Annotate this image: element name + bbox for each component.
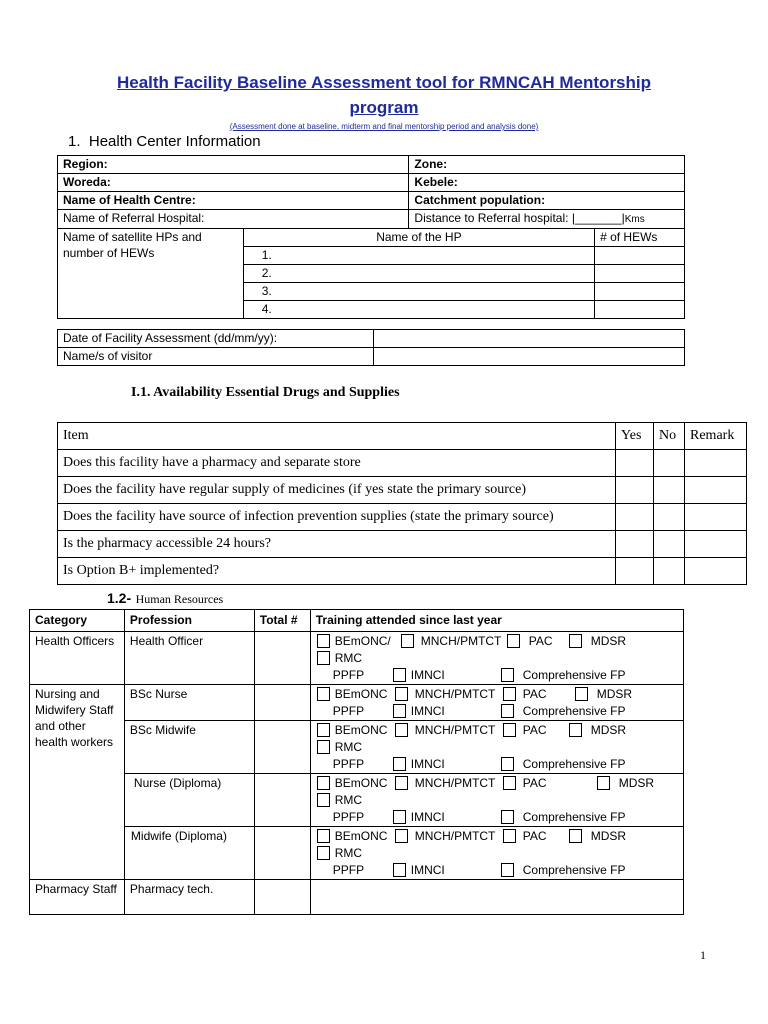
hews-cell-3 <box>595 283 685 301</box>
training-cell-bsc-midwife <box>310 721 683 774</box>
category-health-officers: Health Officers <box>30 632 125 685</box>
assessment-date-label: Date of Facility Assessment (dd/mm/yy): <box>58 330 374 348</box>
imnci-checkbox[interactable] <box>501 704 514 718</box>
drugs-supplies-table <box>57 422 747 585</box>
section12-heading <box>107 590 223 608</box>
no-cell <box>654 558 685 585</box>
hr-header-category: Category <box>30 610 125 632</box>
imnci-label: IMNCI <box>410 704 445 718</box>
referral-hospital-label: Name of Referral Hospital: <box>58 210 409 229</box>
imnci-checkbox[interactable] <box>501 810 514 824</box>
visitor-names-value <box>373 348 684 366</box>
training-cell-midwife-diploma <box>310 827 683 880</box>
visit-info-table <box>57 329 685 366</box>
bemonc-checkbox[interactable] <box>317 776 330 790</box>
rmc-checkbox[interactable] <box>317 793 330 807</box>
mnch-checkbox[interactable] <box>395 687 408 701</box>
imnci-checkbox[interactable] <box>501 757 514 771</box>
ppfp-checkbox[interactable] <box>393 757 406 771</box>
hews-cell-1 <box>595 247 685 265</box>
hp-row-1: 1. <box>243 247 594 265</box>
visitor-names-label: Name/s of visitor <box>58 348 374 366</box>
profession-bsc-nurse: BSc Nurse <box>124 685 254 721</box>
kebele-label: Kebele: <box>409 174 685 192</box>
hp-row-2: 2. <box>243 265 594 283</box>
region-label: Region: <box>58 156 409 174</box>
no-cell <box>654 504 685 531</box>
mdsr-label: MDSR <box>590 723 627 737</box>
mdsr-checkbox[interactable] <box>569 634 582 648</box>
human-resources-table <box>29 609 684 915</box>
rmc-label: RMC <box>334 793 363 807</box>
pac-checkbox[interactable] <box>507 634 520 648</box>
bemonc-checkbox[interactable] <box>317 723 330 737</box>
health-center-info-table <box>57 155 685 319</box>
bemonc-checkbox[interactable] <box>317 829 330 843</box>
hr-header-total: Total # <box>254 610 310 632</box>
ppfp-label: PPFP <box>332 863 365 877</box>
profession-health-officer: Health Officer <box>124 632 254 685</box>
no-cell <box>654 477 685 504</box>
drug-item-5: Is Option B+ implemented? <box>58 558 616 585</box>
mnch-label: MNCH/PMTCT <box>414 829 496 843</box>
ppfp-checkbox[interactable] <box>393 704 406 718</box>
total-cell <box>254 685 310 721</box>
remark-cell <box>685 531 747 558</box>
document-title-line2: program <box>349 98 419 117</box>
pac-label: PAC <box>522 776 547 790</box>
bemonc-label: BEmONC/ <box>334 634 391 648</box>
woreda-label: Woreda: <box>58 174 409 192</box>
profession-pharmacy-tech: Pharmacy tech. <box>124 880 254 915</box>
ppfp-label: PPFP <box>332 668 365 682</box>
yes-cell <box>616 531 654 558</box>
mnch-checkbox[interactable] <box>395 723 408 737</box>
rmc-checkbox[interactable] <box>317 846 330 860</box>
no-cell <box>654 531 685 558</box>
pac-label: PAC <box>522 829 547 843</box>
cfp-label: Comprehensive FP <box>522 757 626 771</box>
cfp-label: Comprehensive FP <box>522 810 626 824</box>
remark-cell <box>685 558 747 585</box>
satellite-hps-label: Name of satellite HPs and number of HEWs <box>58 229 244 319</box>
training-cell-health-officer <box>310 632 683 685</box>
category-nursing-midwifery: Nursing and Midwifery Staff and other health workers <box>30 685 125 880</box>
distance-unit: Kms <box>624 214 645 225</box>
distance-text: Distance to Referral hospital: |_______| <box>414 211 625 225</box>
rmc-label: RMC <box>334 651 363 665</box>
rmc-checkbox[interactable] <box>317 740 330 754</box>
profession-nurse-diploma: Nurse (Diploma) <box>124 774 254 827</box>
total-cell <box>254 774 310 827</box>
profession-midwife-diploma: Midwife (Diploma) <box>124 827 254 880</box>
training-cell-bsc-nurse <box>310 685 683 721</box>
bemonc-label: BEmONC <box>334 723 388 737</box>
catchment-population-label: Catchment population: <box>409 192 685 210</box>
cfp-label: Comprehensive FP <box>522 863 626 877</box>
mnch-label: MNCH/PMTCT <box>414 723 496 737</box>
bemonc-label: BEmONC <box>334 829 388 843</box>
assessment-date-value <box>373 330 684 348</box>
hews-cell-4 <box>595 301 685 319</box>
bemonc-label: BEmONC <box>334 776 388 790</box>
ppfp-checkbox[interactable] <box>393 810 406 824</box>
section1-title: Health Center Information <box>88 133 261 150</box>
ppfp-checkbox[interactable] <box>393 863 406 877</box>
zone-label: Zone: <box>409 156 685 174</box>
ppfp-label: PPFP <box>332 757 365 771</box>
section1-heading <box>68 133 261 150</box>
hp-row-3: 3. <box>243 283 594 301</box>
bemonc-checkbox[interactable] <box>317 687 330 701</box>
hp-row-4: 4. <box>243 301 594 319</box>
pac-label: PAC <box>522 723 547 737</box>
rmc-label: RMC <box>334 846 363 860</box>
document-title-line1: Health Facility Baseline Assessment tool for RMNCAH Mentorship <box>116 73 652 92</box>
yes-cell <box>616 450 654 477</box>
ppfp-label: PPFP <box>332 704 365 718</box>
section12-number: 1.2- <box>107 590 132 606</box>
no-cell <box>654 450 685 477</box>
remark-cell <box>685 450 747 477</box>
bemonc-checkbox[interactable] <box>317 634 330 648</box>
bemonc-label: BEmONC <box>334 687 388 701</box>
yes-cell <box>616 558 654 585</box>
hews-count-header: # of HEWs <box>595 229 685 247</box>
pac-checkbox[interactable] <box>503 723 516 737</box>
drug-item-2: Does the facility have regular supply of medicines (if yes state the primary source) <box>58 477 616 504</box>
remark-cell <box>685 504 747 531</box>
mdsr-checkbox[interactable] <box>569 829 582 843</box>
total-cell <box>254 721 310 774</box>
imnci-label: IMNCI <box>410 810 445 824</box>
training-cell-nurse-diploma <box>310 774 683 827</box>
pac-label: PAC <box>528 634 553 648</box>
mdsr-label: MDSR <box>618 776 655 790</box>
remark-cell <box>685 477 747 504</box>
cfp-label: Comprehensive FP <box>522 668 626 682</box>
drug-item-4: Is the pharmacy accessible 24 hours? <box>58 531 616 558</box>
page-number: 1 <box>700 948 706 962</box>
distance-referral-label <box>409 210 685 229</box>
drugs-header-remark: Remark <box>685 423 747 450</box>
training-cell-pharmacy <box>310 880 683 915</box>
yes-cell <box>616 504 654 531</box>
drugs-header-item: Item <box>58 423 616 450</box>
profession-bsc-midwife: BSc Midwife <box>124 721 254 774</box>
mdsr-label: MDSR <box>590 829 627 843</box>
drugs-header-yes: Yes <box>616 423 654 450</box>
mdsr-checkbox[interactable] <box>575 687 588 701</box>
pac-checkbox[interactable] <box>503 687 516 701</box>
imnci-checkbox[interactable] <box>501 863 514 877</box>
total-cell <box>254 880 310 915</box>
hp-name-header: Name of the HP <box>243 229 594 247</box>
drugs-header-no: No <box>654 423 685 450</box>
imnci-label: IMNCI <box>410 668 445 682</box>
mnch-checkbox[interactable] <box>395 776 408 790</box>
yes-cell <box>616 477 654 504</box>
ppfp-checkbox[interactable] <box>393 668 406 682</box>
mdsr-checkbox[interactable] <box>569 723 582 737</box>
hr-header-profession: Profession <box>124 610 254 632</box>
pac-checkbox[interactable] <box>503 776 516 790</box>
mnch-label: MNCH/PMTCT <box>414 687 496 701</box>
imnci-label: IMNCI <box>410 863 445 877</box>
mnch-label: MNCH/PMTCT <box>414 776 496 790</box>
section12-title: Human Resources <box>135 592 224 606</box>
total-cell <box>254 632 310 685</box>
section11-heading: I.1. Availability Essential Drugs and Supplies <box>131 385 400 400</box>
mnch-checkbox[interactable] <box>401 634 414 648</box>
category-pharmacy-staff: Pharmacy Staff <box>30 880 125 915</box>
mdsr-label: MDSR <box>596 687 633 701</box>
cfp-label: Comprehensive FP <box>522 704 626 718</box>
section1-number: 1. <box>68 133 81 150</box>
drug-item-1: Does this facility have a pharmacy and separate store <box>58 450 616 477</box>
mnch-label: MNCH/PMTCT <box>420 634 502 648</box>
document-subtitle: (Assessment done at baseline, midterm and final mentorship period and analysis done) <box>229 122 539 131</box>
mnch-checkbox[interactable] <box>395 829 408 843</box>
total-cell <box>254 827 310 880</box>
mdsr-checkbox[interactable] <box>597 776 610 790</box>
rmc-label: RMC <box>334 740 363 754</box>
drug-item-3: Does the facility have source of infection prevention supplies (state the primary source) <box>58 504 616 531</box>
mdsr-label: MDSR <box>590 634 627 648</box>
ppfp-label: PPFP <box>332 810 365 824</box>
hr-header-training: Training attended since last year <box>310 610 683 632</box>
imnci-checkbox[interactable] <box>501 668 514 682</box>
hews-cell-2 <box>595 265 685 283</box>
rmc-checkbox[interactable] <box>317 651 330 665</box>
pac-label: PAC <box>522 687 547 701</box>
imnci-label: IMNCI <box>410 757 445 771</box>
pac-checkbox[interactable] <box>503 829 516 843</box>
health-centre-name-label: Name of Health Centre: <box>58 192 409 210</box>
